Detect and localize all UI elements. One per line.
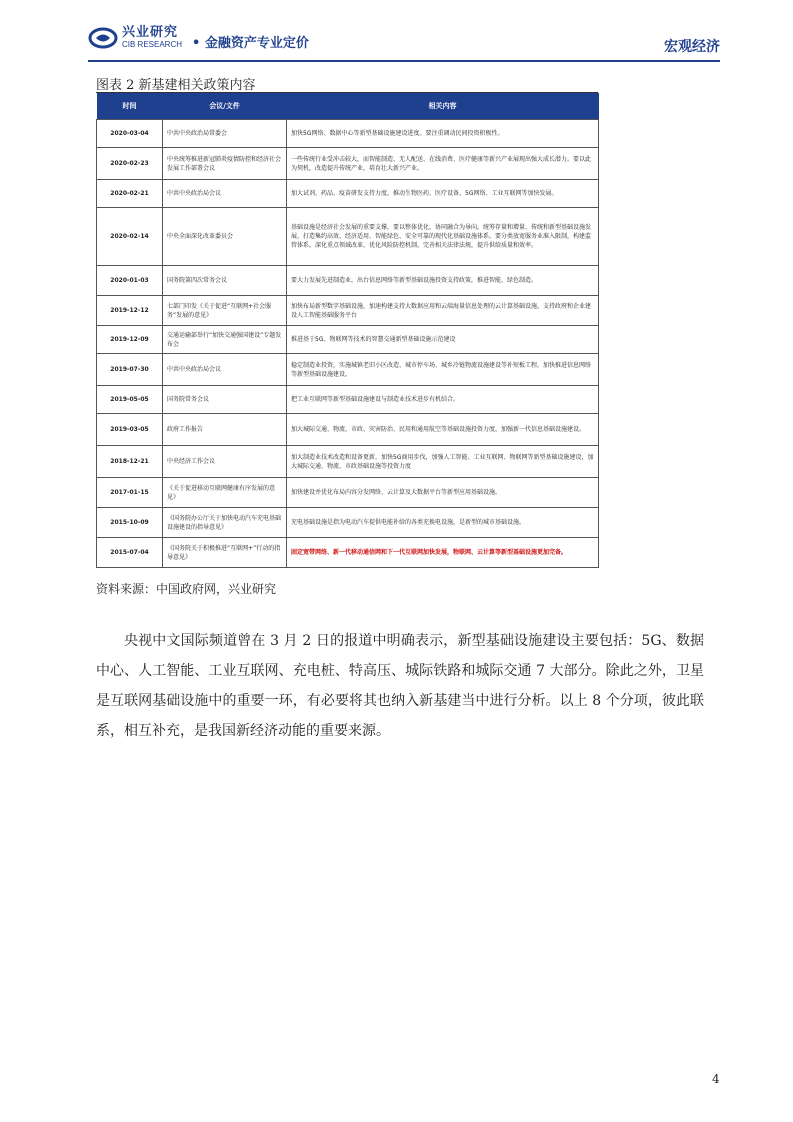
row-meeting: 中共中央政治局会议	[163, 180, 287, 208]
table-row	[97, 148, 599, 180]
row-content: 一些传统行业受冲击较大，而智能制造、无人配送、在线消费、医疗健康等新兴产业展现出强大成长潜力。要以此为契机，改造提升传统产业，培育壮大新兴产业。	[287, 148, 599, 180]
body-paragraph: 央视中文国际频道曾在 3 月 2 日的报道中明确表示，新型基础设施建设主要包括：5G、数据中心、人工智能、工业互联网、充电桩、特高压、城际铁路和城际交通 7 大部分。除此之外，卫星是互联网基础设施中的重要一环，有必要将其也纳入新基建当中进行分析。以上 8 个分项，彼此联系，相互补充，是我国新经济动能的重要来源。	[96, 633, 704, 739]
row-meeting: 七部门印发《关于促进“互联网+社会服务”发展的意见》	[163, 296, 287, 326]
table-row	[97, 478, 599, 508]
row-content: 加大城际交通、物流、市政、灾害防治、民用和通用航空等基础设施投资力度，加强新一代信息基础设施建设。	[287, 414, 599, 446]
row-date: 2020-02-14	[97, 208, 163, 266]
row-meeting: 《关于促进移动互联网健康有序发展的意见》	[163, 478, 287, 508]
row-content: 基础设施是经济社会发展的重要支撑，要以整体优化、协同融合为导向，统筹存量和增量、传统和新型基础设施发展，打造集约高效、经济适用、智能绿色、安全可靠的现代化基础设施体系。要分类放宽服务业准入限制，构建监管体系，深化重点领域改革，优化风险防控机制，完善相关法律法规，提升供给质量和效率。	[287, 208, 599, 266]
row-meeting: 中央统筹推进新冠肺炎疫情防控和经济社会发展工作部署会议	[163, 148, 287, 180]
row-meeting: 中共中央政治局常委会	[163, 120, 287, 148]
row-meeting: 《国务院办公厅关于加快电动汽车充电基础设施建设的指导意见》	[163, 508, 287, 538]
brand-logo	[88, 26, 182, 49]
column-header-date: 时间	[97, 93, 163, 120]
table-row	[97, 508, 599, 538]
table-row	[97, 120, 599, 148]
row-content: 要大力发展先进制造业，出台信息网络等新型基础设施投资支持政策，推进智能、绿色制造。	[287, 266, 599, 296]
row-date: 2020-01-03	[97, 266, 163, 296]
figure-source: 资料来源：中国政府网，兴业研究	[96, 582, 277, 596]
row-date: 2019-12-12	[97, 296, 163, 326]
header-divider	[88, 60, 720, 62]
row-content-highlighted: 固定宽带网络、新一代移动通信网和下一代互联网加快发展，物联网、云计算等新型基础设施更加完备。	[287, 538, 599, 568]
row-date: 2019-12-09	[97, 326, 163, 354]
table-row	[97, 414, 599, 446]
row-content: 加大制造业技术改造和设备更新，加快5G商用步伐，加强人工智能、工业互联网、物联网等新型基础设施建设，加大城际交通、物流、市政基础设施等投资力度	[287, 446, 599, 478]
row-date: 2019-07-30	[97, 354, 163, 386]
row-meeting: 中央全面深化改革委员会	[163, 208, 287, 266]
row-content: 稳定制造业投资，实施城镇老旧小区改造、城市停车场、城乡冷链物流设施建设等补短板工程，加快推进信息网络等新型基础设施建设。	[287, 354, 599, 386]
row-meeting: 国务院第四次常务会议	[163, 266, 287, 296]
table-row	[97, 354, 599, 386]
table-row	[97, 538, 599, 568]
row-date: 2015-10-09	[97, 508, 163, 538]
row-date: 2020-02-21	[97, 180, 163, 208]
row-date: 2017-01-15	[97, 478, 163, 508]
row-meeting: 《国务院关于积极推进“互联网+”行动的指导意见》	[163, 538, 287, 568]
policy-table-wrapper	[96, 92, 598, 568]
table-row	[97, 326, 599, 354]
section-title: 宏观经济	[664, 39, 720, 55]
row-date: 2020-03-04	[97, 120, 163, 148]
figure-title: 图表 2 新基建相关政策内容	[96, 78, 256, 93]
table-row	[97, 180, 599, 208]
table-row	[97, 446, 599, 478]
row-meeting: 国务院常务会议	[163, 386, 287, 414]
header-tagline: • 金融资产专业定价	[192, 36, 309, 51]
row-meeting: 中央经济工作会议	[163, 446, 287, 478]
table-body	[97, 120, 599, 568]
table-row	[97, 296, 599, 326]
row-content: 充电基础设施是指为电动汽车提供电能补给的各类充换电设施，是新型的城市基础设施。	[287, 508, 599, 538]
brand-name-en: CIB RESEARCH	[122, 40, 183, 49]
table-row	[97, 266, 599, 296]
policy-table	[96, 93, 599, 568]
row-date: 2019-03-05	[97, 414, 163, 446]
column-header-meeting: 会议/文件	[163, 93, 287, 120]
row-date: 2015-07-04	[97, 538, 163, 568]
table-row	[97, 386, 599, 414]
row-content: 加快布局新型数字基础设施，加速构建支持大数据应用和云端海量信息处理的云计算基础设施，支持政府和企业建设人工智能基础服务平台	[287, 296, 599, 326]
column-header-content: 相关内容	[287, 93, 599, 120]
row-date: 2019-05-05	[97, 386, 163, 414]
page-header	[88, 22, 720, 62]
row-date: 2020-02-23	[97, 148, 163, 180]
row-meeting: 交通运输部举行“加快交通强国建设”专题发布会	[163, 326, 287, 354]
row-content: 加大试剂、药品、疫苗研发支持力度，推动生物医药、医疗设备、5G网络、工业互联网等加快发展。	[287, 180, 599, 208]
row-meeting: 政府工作报告	[163, 414, 287, 446]
row-content: 把工业互联网等新型基础设施建设与制造业技术进步有机结合。	[287, 386, 599, 414]
row-content: 加快建设并优化布局内容分发网络、云计算及大数据平台等新型应用基础设施。	[287, 478, 599, 508]
page-number: 4	[712, 1072, 720, 1086]
table-row	[97, 208, 599, 266]
row-content: 推进基于5G、物联网等技术的智慧交通新型基础设施示范建设	[287, 326, 599, 354]
row-content: 加快5G网络、数据中心等新型基础设施建设进度。要注重调动民间投资积极性。	[287, 120, 599, 148]
cib-logo-icon	[88, 27, 118, 49]
table-header-row	[97, 93, 599, 120]
brand-name-cn: 兴业研究	[122, 25, 179, 40]
row-date: 2018-12-21	[97, 446, 163, 478]
row-meeting: 中共中央政治局会议	[163, 354, 287, 386]
